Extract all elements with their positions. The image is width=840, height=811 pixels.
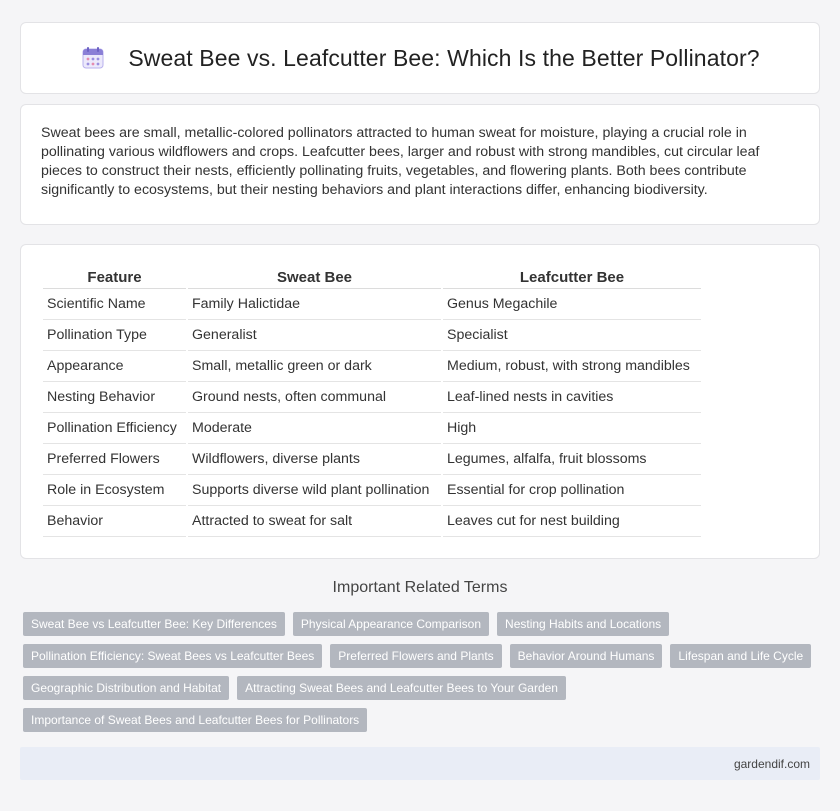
- related-term-tag[interactable]: Pollination Efficiency: Sweat Bees vs Leafcutter Bees: [23, 644, 322, 668]
- table-cell: Leaf-lined nests in cavities: [443, 382, 701, 413]
- comparison-table: [41, 267, 703, 537]
- table-row: [43, 506, 701, 537]
- table-cell: Essential for crop pollination: [443, 475, 701, 506]
- table-row: [43, 289, 701, 320]
- table-cell: Pollination Efficiency: [43, 413, 186, 444]
- title-wrap: [80, 45, 759, 72]
- related-term-tag[interactable]: Attracting Sweat Bees and Leafcutter Bees to Your Garden: [237, 676, 566, 700]
- table-row: [43, 351, 701, 382]
- table-cell: Small, metallic green or dark: [188, 351, 441, 382]
- related-term-tag[interactable]: Sweat Bee vs Leafcutter Bee: Key Differences: [23, 612, 285, 636]
- table-cell: Preferred Flowers: [43, 444, 186, 475]
- related-term-tag[interactable]: Preferred Flowers and Plants: [330, 644, 501, 668]
- page-title: Sweat Bee vs. Leafcutter Bee: Which Is the Better Pollinator?: [128, 44, 760, 71]
- related-term-tag[interactable]: Importance of Sweat Bees and Leafcutter Bees for Pollinators: [23, 708, 367, 732]
- related-term-tag[interactable]: Lifespan and Life Cycle: [670, 644, 811, 668]
- intro-text: Sweat bees are small, metallic-colored pollinators attracted to human sweat for moisture, playing a crucial role in pollinating various wildflowers and crops. Leafcutter bees, larger and robust with strong mandibles, cut circular leaf pieces to construct their nests, efficiently pollinating fruits, vegetables, and flowering plants. Both bees contribute significantly to ecosystems, but their nesting behaviors and plant interactions differ, enhancing biodiversity.: [41, 125, 760, 198]
- table-cell: High: [443, 413, 701, 444]
- tag-row: [23, 676, 823, 700]
- tag-row: [23, 708, 823, 732]
- table-row: [43, 320, 701, 351]
- table-cell: Family Halictidae: [188, 289, 441, 320]
- table-row: [43, 382, 701, 413]
- related-term-tag[interactable]: Behavior Around Humans: [510, 644, 663, 668]
- tag-row: [23, 644, 823, 668]
- table-cell: Moderate: [188, 413, 441, 444]
- table-cell: Specialist: [443, 320, 701, 351]
- table-cell: Attracted to sweat for salt: [188, 506, 441, 537]
- table-row: [43, 475, 701, 506]
- table-header-row: [43, 267, 701, 289]
- column-header: Feature: [43, 267, 186, 289]
- related-term-tag[interactable]: Physical Appearance Comparison: [293, 612, 489, 636]
- related-terms-title: Important Related Terms: [332, 579, 508, 596]
- calendar-icon: [80, 45, 106, 71]
- table-cell: Appearance: [43, 351, 186, 382]
- comparison-card: [20, 244, 820, 559]
- table-cell: Wildflowers, diverse plants: [188, 444, 441, 475]
- column-header: Leafcutter Bee: [443, 267, 701, 289]
- table-cell: Leaves cut for nest building: [443, 506, 701, 537]
- footer: [20, 747, 820, 780]
- table-cell: Behavior: [43, 506, 186, 537]
- footer-site-link[interactable]: gardendif.com: [733, 756, 810, 771]
- related-term-tag[interactable]: Nesting Habits and Locations: [497, 612, 669, 636]
- related-term-tag[interactable]: Geographic Distribution and Habitat: [23, 676, 229, 700]
- table-row: [43, 444, 701, 475]
- intro-card: [20, 104, 820, 225]
- header-card: [20, 22, 820, 94]
- table-cell: Medium, robust, with strong mandibles: [443, 351, 701, 382]
- table-cell: Pollination Type: [43, 320, 186, 351]
- table-cell: Generalist: [188, 320, 441, 351]
- table-cell: Role in Ecosystem: [43, 475, 186, 506]
- table-cell: Legumes, alfalfa, fruit blossoms: [443, 444, 701, 475]
- related-terms-list: [23, 612, 823, 740]
- table-cell: Supports diverse wild plant pollination: [188, 475, 441, 506]
- table-row: [43, 413, 701, 444]
- table-cell: Ground nests, often communal: [188, 382, 441, 413]
- table-cell: Nesting Behavior: [43, 382, 186, 413]
- column-header: Sweat Bee: [188, 267, 441, 289]
- table-cell: Scientific Name: [43, 289, 186, 320]
- tag-row: [23, 612, 823, 636]
- table-cell: Genus Megachile: [443, 289, 701, 320]
